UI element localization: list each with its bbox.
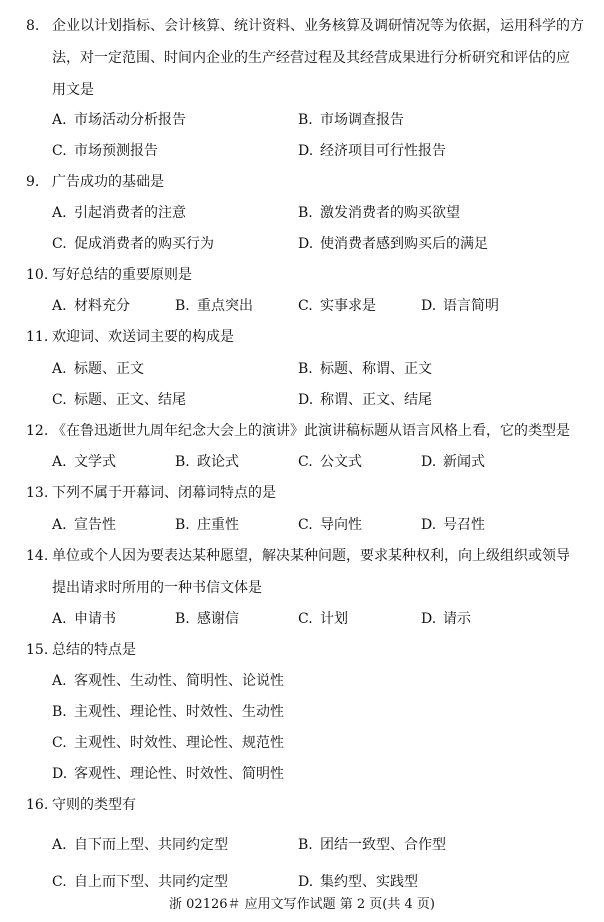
option-b: B. 感谢信 <box>175 611 239 627</box>
question-text-line: 守则的类型有 <box>52 797 136 813</box>
option-b: B. 激发消费者的购买欲望 <box>298 205 460 221</box>
option-a: A. 标题、正文 <box>52 361 144 377</box>
question-text-line: 企业以计划指标、会计核算、统计资料、业务核算及调研情况等为依据，运用科学的方 <box>52 18 584 34</box>
option-a: A. 自下而上型、共同约定型 <box>52 837 228 853</box>
option-d: D. 称谓、正文、结尾 <box>298 392 432 408</box>
question-text-line: 广告成功的基础是 <box>52 174 164 190</box>
option-c: C. 导向性 <box>298 517 362 533</box>
question-number: 9. <box>26 174 40 190</box>
option-c: C. 实事求是 <box>298 298 376 314</box>
option-d: D. 使消费者感到购买后的满足 <box>298 236 488 252</box>
question-number: 13. <box>26 485 49 501</box>
option-d: D. 集约型、实践型 <box>298 874 418 890</box>
option-a: A. 宣告性 <box>52 517 116 533</box>
question-text-line: 《在鲁迅逝世九周年纪念大会上的演讲》此演讲稿标题从语言风格上看，它的类型是 <box>52 423 570 439</box>
option-d: D. 新闻式 <box>421 454 485 470</box>
option-b: B. 庄重性 <box>175 517 239 533</box>
option-a: A. 申请书 <box>52 611 116 627</box>
page-footer: 浙 02126＃ 应用文写作试题 第 2 页(共 4 页) <box>169 897 435 912</box>
option-d: D. 请示 <box>421 611 471 627</box>
option-d: D. 语言简明 <box>421 298 499 314</box>
option-b: B. 市场调查报告 <box>298 112 404 128</box>
option-d: D. 客观性、理论性、时效性、简明性 <box>52 766 284 782</box>
option-c: C. 自上而下型、共同约定型 <box>52 874 228 890</box>
option-b: B. 主观性、理论性、时效性、生动性 <box>52 704 284 720</box>
option-b: B. 政论式 <box>175 454 239 470</box>
question-text-line: 欢迎词、欢送词主要的构成是 <box>52 329 234 345</box>
option-d: D. 经济项目可行性报告 <box>298 143 446 159</box>
question-text-line: 写好总结的重要原则是 <box>52 267 192 283</box>
option-c: C. 公文式 <box>298 454 362 470</box>
question-number: 14. <box>26 548 49 564</box>
question-number: 10. <box>26 267 49 283</box>
question-text-line: 法，对一定范围、时间内企业的生产经营过程及其经营成果进行分析研究和评估的应 <box>52 50 570 66</box>
question-text-line: 单位或个人因为要表达某种愿望，解决某种问题，要求某种权利，向上级组织或领导 <box>52 548 570 564</box>
option-c: C. 标题、正文、结尾 <box>52 392 186 408</box>
option-c: C. 促成消费者的购买行为 <box>52 236 214 252</box>
option-b: B. 团结一致型、合作型 <box>298 837 446 853</box>
option-c: C. 主观性、时效性、理论性、规范性 <box>52 735 284 751</box>
question-number: 11. <box>26 329 49 345</box>
question-number: 8. <box>26 18 40 34</box>
option-a: A. 文学式 <box>52 454 116 470</box>
option-c: C. 计划 <box>298 611 348 627</box>
question-text-line: 用文是 <box>52 82 94 98</box>
option-b: B. 重点突出 <box>175 298 253 314</box>
option-a: A. 市场活动分析报告 <box>52 112 186 128</box>
option-b: B. 标题、称谓、正文 <box>298 361 432 377</box>
option-c: C. 市场预测报告 <box>52 143 158 159</box>
question-number: 16. <box>26 797 49 813</box>
question-text-line: 总结的特点是 <box>52 642 136 658</box>
option-d: D. 号召性 <box>421 517 485 533</box>
question-text-line: 提出请求时所用的一种书信文体是 <box>52 580 262 596</box>
option-a: A. 客观性、生动性、简明性、论说性 <box>52 673 284 689</box>
option-a: A. 材料充分 <box>52 298 130 314</box>
question-number: 15. <box>26 642 49 658</box>
question-text-line: 下列不属于开幕词、闭幕词特点的是 <box>52 485 276 501</box>
question-number: 12. <box>26 423 49 439</box>
option-a: A. 引起消费者的注意 <box>52 205 186 221</box>
